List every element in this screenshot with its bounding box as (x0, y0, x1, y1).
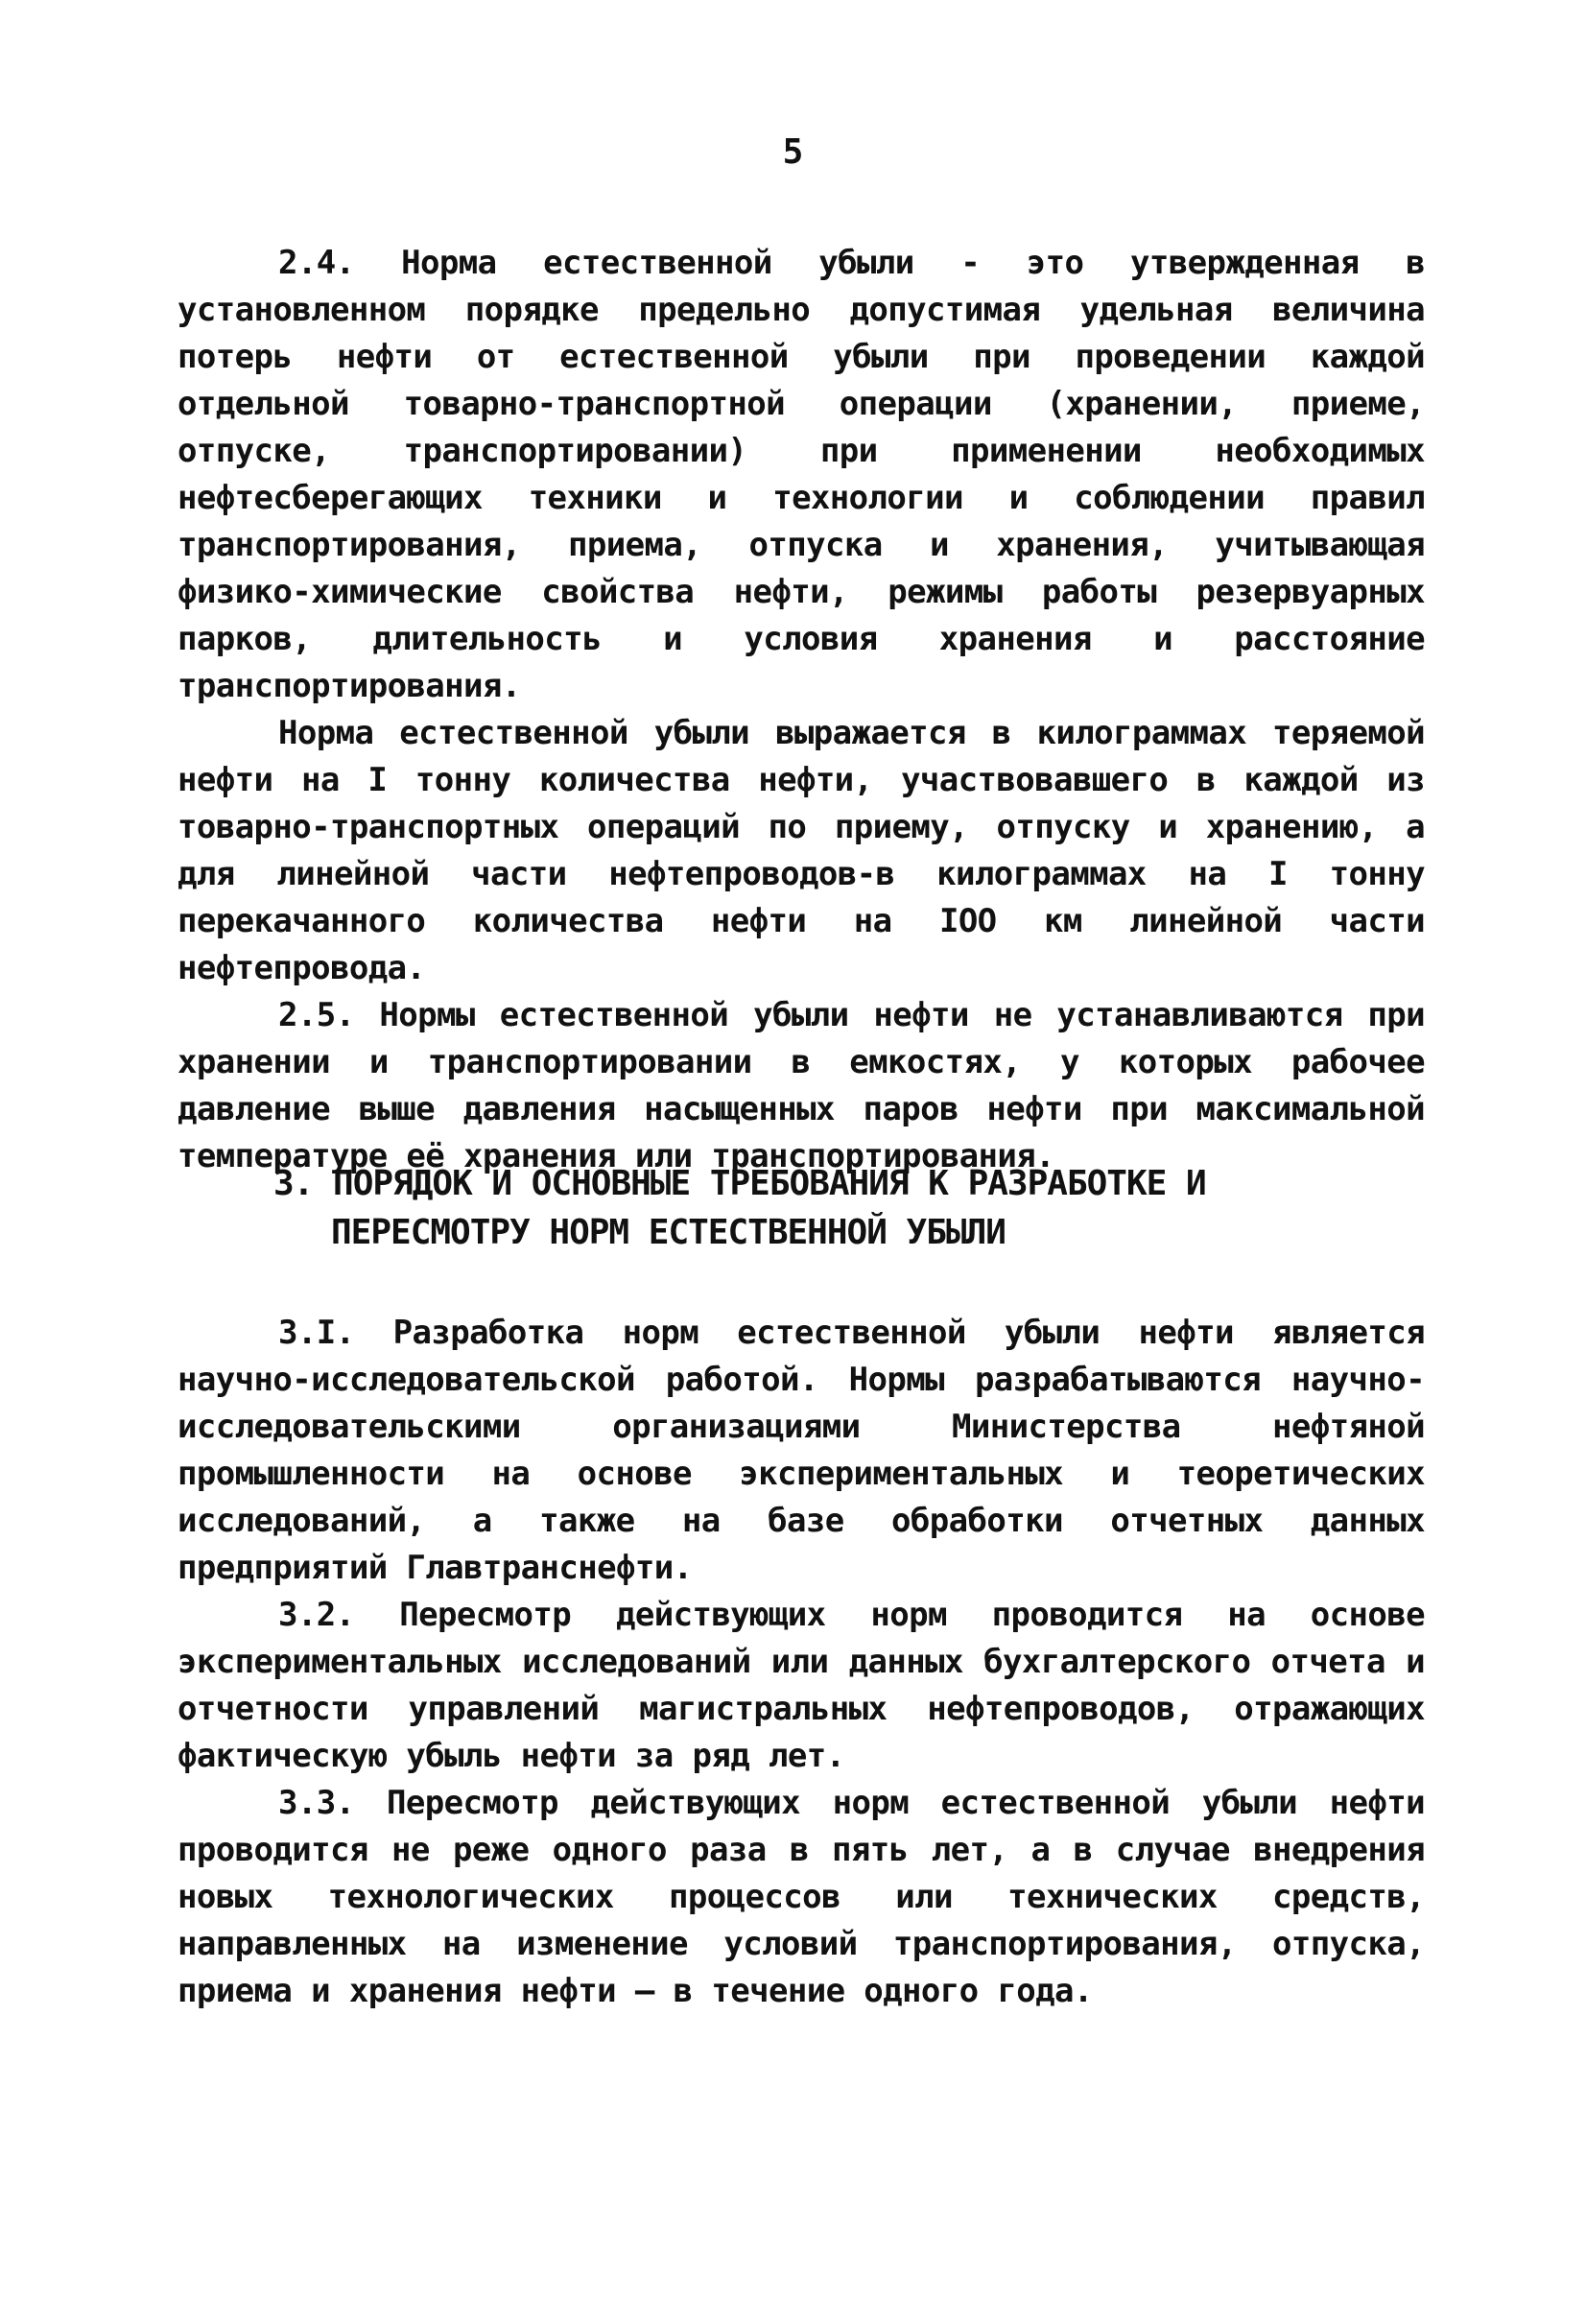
page-number: 5 (782, 132, 804, 172)
section-3-heading-line-1: 3. ПОРЯДОК И ОСНОВНЫЕ ТРЕБОВАНИЯ К РАЗРАБОТКЕ И (273, 1164, 1206, 1203)
section-3-text (178, 1310, 1425, 2015)
paragraph-norm-units: Норма естественной убыли выражается в килограммах теряемой нефти на I тонну количества нефти, участвовавшего в каждой из товарно-транспортных операций по приему, отпуску и хранению, а для линейной части нефтепроводов-в килограммах на I тонну перекачанного количества нефти на IOO км линейной части нефтепровода. (178, 714, 1425, 987)
paragraph-2-4: 2.4. Норма естественной убыли - это утвержденная в установленном порядке предельно допустимая удельная величина потерь нефти от естественной убыли при проведении каждой отдельной товарно-транспортной операции (хранении, приеме, отпуске, транспортировании) при применении необходимых нефтесберегающих техники и технологии и соблюдении правил транспортирования, приема, отпуска и хранения, учитывающая физико-химические свойства нефти, режимы работы резервуарных парков, длительность и условия хранения и расстояние транспортирования. (178, 244, 1425, 705)
section-3-heading (273, 1159, 1329, 1257)
paragraph-2-5: 2.5. Нормы естественной убыли нефти не устанавливаются при хранении и транспортировании в емкостях, у которых рабочее давление выше давления насыщенных паров нефти при максимальной температуре её хранения или транспортирования. (178, 996, 1425, 1175)
section-3-heading-line-2: ПЕРЕСМОТРУ НОРМ ЕСТЕСТВЕННОЙ УБЫЛИ (331, 1213, 1006, 1252)
paragraph-3-3: 3.3. Пересмотр действующих норм естественной убыли нефти проводится не реже одного раза в пять лет, а в случае внедрения новых технологических процессов или технических средств, направленных на изменение условий транспортирования, отпуска, приема и хранения нефти — в течение одного года. (178, 1784, 1425, 2010)
section-2-text (178, 240, 1425, 1180)
paragraph-3-1: 3.I. Разработка норм естественной убыли нефти является научно-исследовательской работой. Нормы разрабатываются научно-исследовательскими организациями Министерства нефтяной промышленности на основе экспериментальных и теоретических исследований, а также на базе обработки отчетных данных предприятий Главтранснефти. (178, 1314, 1425, 1587)
paragraph-3-2: 3.2. Пересмотр действующих норм проводится на основе экспериментальных исследований или данных бухгалтерского отчета и отчетности управлений магистральных нефтепроводов, отражающих фактическую убыль нефти за ряд лет. (178, 1596, 1425, 1775)
